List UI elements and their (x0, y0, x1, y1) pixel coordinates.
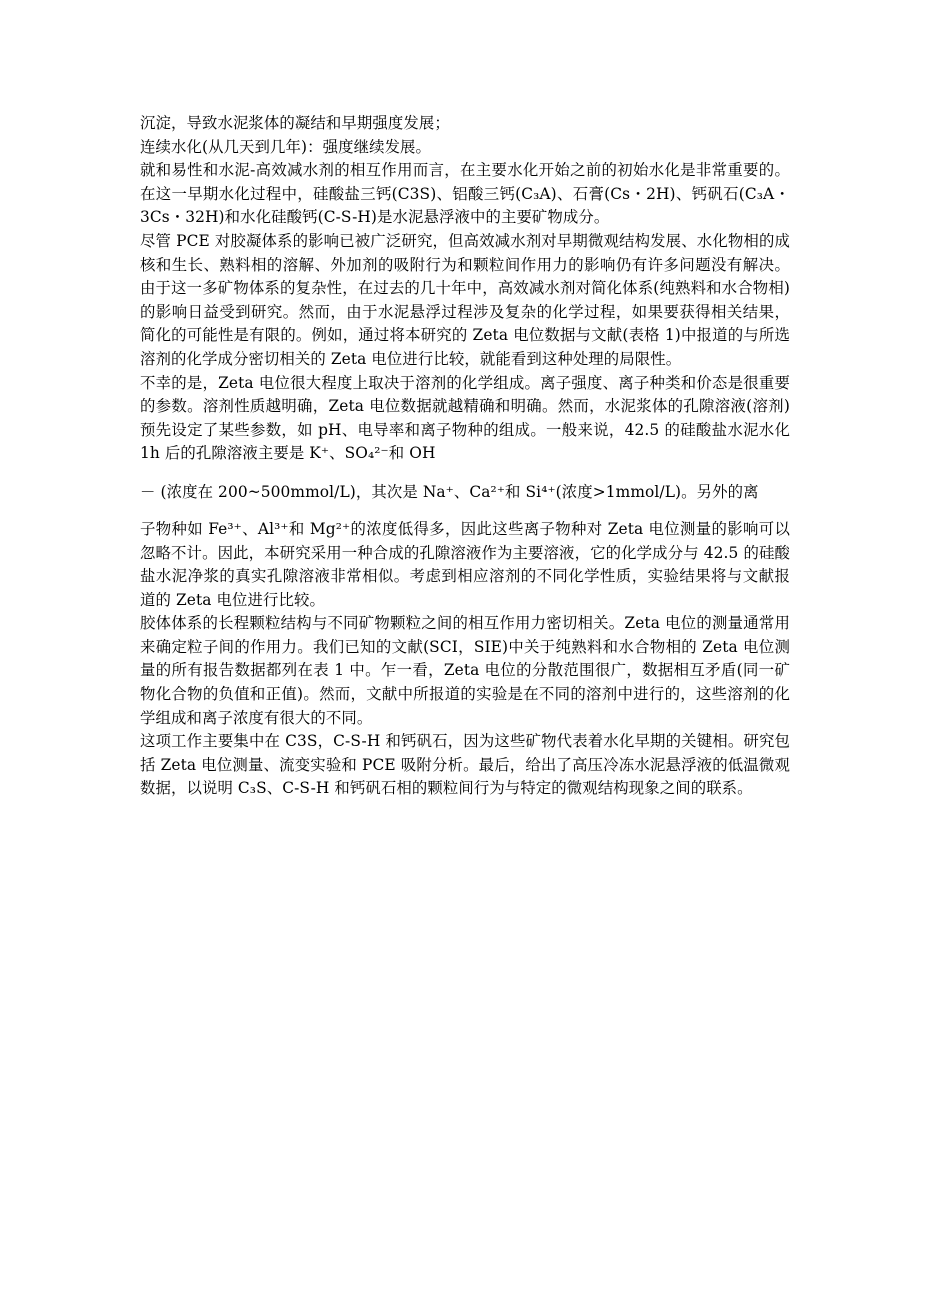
paragraph-5-continued: 子物种如 Fe³⁺、Al³⁺和 Mg²⁺的浓度低得多，因此这些离子物种对 Zeta 电位测量的影响可以忽略不计。因此，本研究采用一种合成的孔隙溶液作为主要溶液，它的化学成分与 42.5 的硅酸盐水泥净浆的真实孔隙溶液非常相似。考虑到相应溶剂的不同化学性质，实验结果将与文献报道的 Zeta 电位进行比较。 (140, 519, 790, 609)
paragraph-3: 就和易性和水泥-高效减水剂的相互作用而言，在主要水化开始之前的初始水化是非常重要的。在这一早期水化过程中，硅酸盐三钙(C3S)、铝酸三钙(C₃A)、石膏(Cs・2H)、钙矾石(C₃A・3Cs・32H)和水化硅酸钙(C-S-H)是水泥悬浮液中的主要矿物成分。 (140, 161, 790, 227)
paragraph-7: 这项工作主要集中在 C3S，C-S-H 和钙矾石，因为这些矿物代表着水化早期的关键相。研究包括 Zeta 电位测量、流变实验和 PCE 吸附分析。最后，给出了高压冷冻水泥悬浮液的低温微观数据，以说明 C₃S、C-S-H 和钙矾石相的颗粒间行为与特定的微观结构现象之间的联系。 (140, 732, 790, 798)
paragraph-5: 不幸的是，Zeta 电位很大程度上取决于溶剂的化学组成。离子强度、离子种类和价态是很重要的参数。溶剂性质越明确，Zeta 电位数据就越精确和明确。然而，水泥浆体的孔隙溶液(溶剂)预先设定了某些参数，如 pH、电导率和离子物种的组成。一般来说，42.5 的硅酸盐水泥水化 1h 后的孔隙溶液主要是 K⁺、SO₄²⁻和 OH (140, 373, 790, 463)
paragraph-5-continued-line: － (浓度在 200~500mmol/L)，其次是 Na⁺、Ca²⁺和 Si⁴⁺(浓度>1mmol/L)。另外的离 (140, 482, 759, 501)
document-body (140, 112, 790, 801)
paragraph-6: 胶体体系的长程颗粒结构与不同矿物颗粒之间的相互作用力密切相关。Zeta 电位的测量通常用来确定粒子间的作用力。我们已知的文献(SCI，SIE)中关于纯熟料和水合物相的 Zeta 电位测量的所有报告数据都列在表 1 中。乍一看，Zeta 电位的分散范围很广，数据相互矛盾(同一矿物化合物的负值和正值)。然而，文献中所报道的实验是在不同的溶剂中进行的，这些溶剂的化学组成和离子浓度有很大的不同。 (140, 614, 790, 727)
paragraph-4: 尽管 PCE 对胶凝体系的影响已被广泛研究，但高效减水剂对早期微观结构发展、水化物相的成核和生长、熟料相的溶解、外加剂的吸附行为和颗粒间作用力的影响仍有许多问题没有解决。由于这一多矿物体系的复杂性，在过去的几十年中，高效减水剂对简化体系(纯熟料和水合物相)的影响日益受到研究。然而，由于水泥悬浮过程涉及复杂的化学过程，如果要获得相关结果，简化的可能性是有限的。例如，通过将本研究的 Zeta 电位数据与文献(表格 1)中报道的与所选溶剂的化学成分密切相关的 Zeta 电位进行比较，就能看到这种处理的局限性。 (140, 231, 790, 368)
paragraph-1: 沉淀，导致水泥浆体的凝结和早期强度发展； (140, 114, 450, 132)
paragraph-2: 连续水化(从几天到几年)：强度继续发展。 (140, 137, 432, 156)
